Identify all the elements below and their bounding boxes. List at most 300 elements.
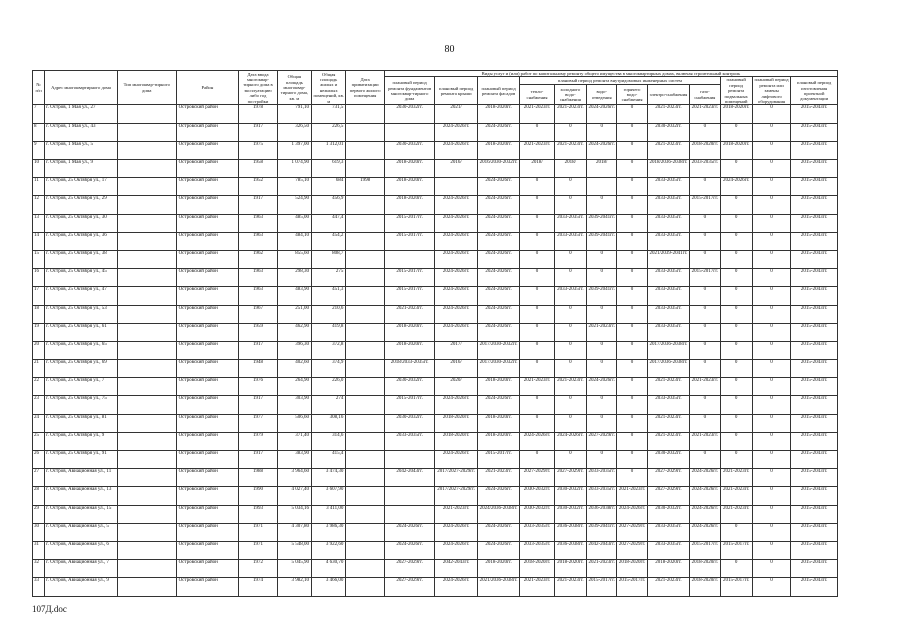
cell-c4: 0	[520, 323, 554, 341]
cell-type	[117, 323, 176, 341]
cell-ta: 298,30	[277, 269, 311, 287]
cell-la: 419,8	[312, 323, 346, 341]
cell-priv	[346, 141, 384, 159]
cell-c11: 0	[752, 323, 790, 341]
cell-addr: г. Остров, 25 Октября ул., 61	[45, 323, 118, 341]
cell-n: 19	[33, 323, 45, 341]
cell-c12: 2015-2043гг.	[791, 578, 838, 596]
cell-c9: 2015-2017гг.	[690, 269, 720, 287]
cell-priv	[346, 451, 384, 469]
cell-c3: 2018-2020гг.	[477, 378, 519, 396]
cell-c11: 0	[752, 541, 790, 559]
cell-c2: 2024-2026гг.	[435, 287, 477, 305]
cell-c4: 0	[520, 287, 554, 305]
cell-type	[117, 178, 176, 196]
cell-c9: 2015-2017гг.	[690, 541, 720, 559]
cell-n: 15	[33, 250, 45, 268]
cell-type	[117, 196, 176, 214]
cell-c6: 2018/	[587, 160, 617, 178]
cell-dist: Островский район	[176, 323, 239, 341]
cell-c7: 0	[617, 232, 647, 250]
cell-ta: 506,60	[277, 414, 311, 432]
cell-ta: 484,10	[277, 232, 311, 250]
cell-c9: 2018-2020гг.	[690, 578, 720, 596]
cell-ta: 1 397,00	[277, 141, 311, 159]
cell-priv	[346, 487, 384, 505]
table-row	[33, 360, 838, 378]
cell-n: 27	[33, 469, 45, 487]
cell-c5: 2021-2023гг.	[554, 578, 586, 596]
cell-c2	[435, 178, 477, 196]
cell-c3: 2024-2026гг.	[477, 269, 519, 287]
cell-c1: 2018-2020гг.	[384, 196, 435, 214]
cell-c3: 2018-2020гг.	[477, 560, 519, 578]
cell-c5: 2036-2038гг.	[554, 541, 586, 559]
cell-c12: 2015-2043гг.	[791, 523, 838, 541]
cell-c5: 0	[554, 196, 586, 214]
cell-type	[117, 487, 176, 505]
cell-addr: г. Остров, 25 Октября ул., 75	[45, 396, 118, 414]
cell-la: 210,6	[312, 305, 346, 323]
cell-priv	[346, 123, 384, 141]
cell-c7: 0	[617, 287, 647, 305]
cell-la: 808,7	[312, 250, 346, 268]
cell-c4: 0	[520, 196, 554, 214]
cell-c9: 2024-2026гг.	[690, 469, 720, 487]
cell-c4: 2021-2023гг.	[520, 105, 554, 123]
cell-year: 1917	[239, 196, 277, 214]
header-district: Район	[176, 71, 239, 105]
cell-c10: 0	[720, 523, 752, 541]
cell-c2: 2017/2027-2029гг.	[435, 487, 477, 505]
cell-c12: 2015-2043гг.	[791, 305, 838, 323]
cell-c1: 2015-2017гг.	[384, 269, 435, 287]
cell-c10: 2015-2017гг.	[720, 541, 752, 559]
header-gas: газо-снабжения	[690, 85, 720, 105]
cell-c7: 0	[617, 105, 647, 123]
cell-c10: 2021-2023гг.	[720, 487, 752, 505]
cell-la: 415,4	[312, 451, 346, 469]
cell-c8: 2021-2023гг.	[647, 378, 689, 396]
cell-c4: 0	[520, 250, 554, 268]
cell-c9: 2021-2023гг.	[690, 432, 720, 450]
cell-la: 274	[312, 396, 346, 414]
cell-c3: 2024-2026гг.	[477, 178, 519, 196]
cell-type	[117, 469, 176, 487]
cell-c10: 2021-2023гг.	[720, 505, 752, 523]
cell-c6: 2015-2017гг.	[587, 578, 617, 596]
cell-dist: Островский район	[176, 232, 239, 250]
cell-la: 3 411,00	[312, 505, 346, 523]
cell-priv	[346, 214, 384, 232]
cell-c12: 2015-2043гг.	[791, 269, 838, 287]
header-elevator: плановый период ремонта или замены лифтового оборудования	[752, 77, 790, 105]
cell-addr: г. Остров, Авиационная ул., 5	[45, 523, 118, 541]
cell-c6	[587, 178, 617, 196]
cell-c9: 0	[690, 396, 720, 414]
cell-type	[117, 250, 176, 268]
header-address: Адрес многоквартирного дома	[45, 71, 118, 105]
cell-year: 1952	[239, 178, 277, 196]
cell-la: 3 922,60	[312, 541, 346, 559]
cell-c2: 2018-2020гг.	[435, 432, 477, 450]
cell-c1: 2018-2020гг.	[384, 160, 435, 178]
cell-la: 3 986,30	[312, 523, 346, 541]
cell-c6: 0	[587, 414, 617, 432]
cell-c12: 2015-2043гг.	[791, 105, 838, 123]
cell-n: 9	[33, 141, 45, 159]
cell-c4: 0	[520, 396, 554, 414]
header-design-docs: плановый период изготовления проектной документации	[791, 77, 838, 105]
cell-c5: 2030-2032гг.	[554, 505, 586, 523]
cell-c8: 2033-2035гг.	[647, 178, 689, 196]
capital-repair-table	[32, 70, 838, 597]
cell-c2: 2024-2026гг.	[435, 523, 477, 541]
cell-c8: 2017/2036-2038гг.	[647, 341, 689, 359]
header-year: Дата ввода многоквар-тирного дома в эксплуатацию либо год постройки	[239, 71, 277, 105]
cell-type	[117, 341, 176, 359]
cell-priv	[346, 341, 384, 359]
cell-c12: 2015-2043гг.	[791, 414, 838, 432]
cell-c6: 0	[587, 360, 617, 378]
header-total-area: Общая площадь многоквар-тирного дома, кв. м	[277, 71, 311, 105]
cell-c12: 2015-2043гг.	[791, 178, 838, 196]
cell-type	[117, 269, 176, 287]
cell-n: 33	[33, 578, 45, 596]
cell-c7: 0	[617, 214, 647, 232]
table-row	[33, 250, 838, 268]
cell-n: 7	[33, 105, 45, 123]
cell-c1: 2018/2033-2035гг.	[384, 360, 435, 378]
cell-c5: 0	[554, 269, 586, 287]
cell-c1: 2030-2032гг.	[384, 105, 435, 123]
cell-ta: 402,60	[277, 360, 311, 378]
header-type: Тип многоквар-тирного дома	[117, 71, 176, 105]
table-row	[33, 141, 838, 159]
cell-c3: 2018-2020гг.	[477, 141, 519, 159]
cell-c6: 2039-2041гг.	[587, 214, 617, 232]
cell-c2: 2024-2026гг.	[435, 323, 477, 341]
cell-c6: 2039-2041гг.	[587, 232, 617, 250]
cell-c9: 0	[690, 123, 720, 141]
cell-year: 1917	[239, 451, 277, 469]
cell-c3: 2024/2036-2038гг.	[477, 505, 519, 523]
cell-c2: 2024-2026гг.	[435, 269, 477, 287]
cell-c8: 2027-2029гг.	[647, 469, 689, 487]
cell-c3: 2024-2026гг.	[477, 523, 519, 541]
cell-ta: 485,00	[277, 214, 311, 232]
cell-c3: 2021-2023гг.	[477, 469, 519, 487]
cell-year: 1978	[239, 105, 277, 123]
cell-c10: 2024-2026гг.	[720, 178, 752, 196]
cell-addr: г. Остров, Авиационная ул., 9	[45, 578, 118, 596]
cell-dist: Островский район	[176, 378, 239, 396]
cell-priv	[346, 378, 384, 396]
cell-c9: 2018-2020гг.	[690, 141, 720, 159]
table-row	[33, 160, 838, 178]
cell-dist: Островский район	[176, 578, 239, 596]
cell-addr: г. Остров, 25 Октября ул., 65	[45, 341, 118, 359]
cell-n: 32	[33, 560, 45, 578]
cell-ta: 3 982,10	[277, 578, 311, 596]
cell-c7: 0	[617, 123, 647, 141]
cell-dist: Островский район	[176, 214, 239, 232]
cell-priv	[346, 432, 384, 450]
cell-type	[117, 232, 176, 250]
cell-ta: 483,90	[277, 287, 311, 305]
cell-c3: 2024-2026гг.	[477, 305, 519, 323]
page-number: 80	[444, 44, 455, 55]
cell-c7: 2024-2026гг.	[617, 505, 647, 523]
cell-c10: 0	[720, 341, 752, 359]
cell-ta: 1 074,90	[277, 160, 311, 178]
cell-dist: Островский район	[176, 432, 239, 450]
cell-c11: 0	[752, 360, 790, 378]
cell-c1: 2024-2026гг.	[384, 541, 435, 559]
cell-c10: 0	[720, 378, 752, 396]
table-row	[33, 469, 838, 487]
cell-n: 17	[33, 287, 45, 305]
cell-c3: 2017/2030-2032гг.	[477, 360, 519, 378]
cell-n: 30	[33, 523, 45, 541]
cell-year: 1971	[239, 523, 277, 541]
cell-c9: 0	[690, 232, 720, 250]
cell-priv	[346, 250, 384, 268]
cell-priv	[346, 105, 384, 123]
cell-c12: 2015-2043гг.	[791, 432, 838, 450]
cell-c8: 2021-2023гг.	[647, 414, 689, 432]
cell-c11: 0	[752, 178, 790, 196]
cell-c6: 0	[587, 341, 617, 359]
cell-c8: 2021-2023гг.	[647, 578, 689, 596]
cell-c5: 0	[554, 396, 586, 414]
cell-c10: 0	[720, 305, 752, 323]
cell-type	[117, 360, 176, 378]
cell-c7: 0	[617, 432, 647, 450]
cell-year: 1993	[239, 505, 277, 523]
cell-c8: 2021-2023гг.	[647, 432, 689, 450]
cell-n: 24	[33, 414, 45, 432]
cell-addr: г. Остров, 25 Октября ул., 9	[45, 432, 118, 450]
cell-year: 1976	[239, 378, 277, 396]
cell-ta: 303,90	[277, 396, 311, 414]
cell-c11: 0	[752, 141, 790, 159]
cell-c4: 0	[520, 414, 554, 432]
cell-c8: 2033-2035гг.	[647, 214, 689, 232]
cell-dist: Островский район	[176, 505, 239, 523]
cell-c9: 0	[690, 451, 720, 469]
cell-c10: 0	[720, 250, 752, 268]
cell-c11: 0	[752, 160, 790, 178]
cell-c1: 2042-2043гг.	[384, 469, 435, 487]
cell-c10: 0	[720, 432, 752, 450]
cell-c5: 2030-2032гг.	[554, 487, 586, 505]
cell-addr: г. Остров, 1 Мая ул., 27	[45, 105, 118, 123]
cell-c1	[384, 123, 435, 141]
cell-c4: 2024-2026гг.	[520, 432, 554, 450]
cell-year: 1963	[239, 214, 277, 232]
cell-c5: 2033-2035гг.	[554, 214, 586, 232]
cell-c11: 0	[752, 269, 790, 287]
cell-c9: 2018-2020гг.	[690, 560, 720, 578]
cell-c9: 2021-2023гг.	[690, 105, 720, 123]
cell-type	[117, 160, 176, 178]
cell-c10: 2018-2020гг.	[720, 141, 752, 159]
cell-c3: 2024-2026гг.	[477, 323, 519, 341]
cell-c7: 0	[617, 360, 647, 378]
cell-priv	[346, 523, 384, 541]
cell-priv	[346, 505, 384, 523]
cell-c7: 2015-2017гг.	[617, 578, 647, 596]
cell-c7: 2021-2023гг.	[617, 487, 647, 505]
table-row	[33, 414, 838, 432]
cell-year: 1963	[239, 232, 277, 250]
cell-addr: г. Остров, 25 Октября ул., 81	[45, 414, 118, 432]
cell-year: 1979	[239, 432, 277, 450]
cell-c9: 0	[690, 178, 720, 196]
cell-ta: 4 027,40	[277, 487, 311, 505]
cell-c3: 2018-2020гг.	[477, 105, 519, 123]
cell-c7: 0	[617, 250, 647, 268]
cell-c1: 2018-2020гг.	[384, 178, 435, 196]
cell-la: 372,8	[312, 341, 346, 359]
cell-priv	[346, 287, 384, 305]
cell-c4: 2030-2032гг.	[520, 505, 554, 523]
cell-c9: 2024-2026гг.	[690, 505, 720, 523]
cell-la: 275	[312, 269, 346, 287]
cell-type	[117, 560, 176, 578]
cell-type	[117, 105, 176, 123]
cell-addr: г. Остров, 25 Октября ул., 45	[45, 269, 118, 287]
cell-c11: 0	[752, 505, 790, 523]
cell-ta: 5 045,90	[277, 560, 311, 578]
cell-c2: 2016/	[435, 360, 477, 378]
cell-year: 1948	[239, 360, 277, 378]
cell-ta: 264,90	[277, 378, 311, 396]
cell-addr: г. Остров, 1 Мая ул., 9	[45, 160, 118, 178]
table-row	[33, 560, 838, 578]
cell-c5: 2033-2035гг.	[554, 287, 586, 305]
cell-addr: г. Остров, 25 Октября ул., 47	[45, 287, 118, 305]
cell-c6: 0	[587, 250, 617, 268]
cell-type	[117, 432, 176, 450]
cell-c1	[384, 505, 435, 523]
cell-dist: Островский район	[176, 141, 239, 159]
cell-c8: 2033-2035гг.	[647, 287, 689, 305]
cell-priv	[346, 414, 384, 432]
cell-c7: 0	[617, 451, 647, 469]
cell-c1: 2024-2026гг.	[384, 523, 435, 541]
cell-c4: 2018-2020гг.	[520, 560, 554, 578]
header-num: № п/п	[33, 71, 45, 105]
cell-c4: 0	[520, 360, 554, 378]
cell-c8: 2033-2035гг.	[647, 396, 689, 414]
cell-c9: 0	[690, 414, 720, 432]
cell-c4: 0	[520, 178, 554, 196]
cell-c5: 0	[554, 451, 586, 469]
cell-c8: 2033-2035гг.	[647, 196, 689, 214]
cell-dist: Островский район	[176, 178, 239, 196]
cell-c7: 0	[617, 141, 647, 159]
header-hot-water: горячего водо-снабжения	[617, 85, 647, 105]
cell-c4: 0	[520, 305, 554, 323]
cell-dist: Островский район	[176, 250, 239, 268]
cell-c2: 2024-2026гг.	[435, 305, 477, 323]
cell-c10: 2018-2020гг.	[720, 105, 752, 123]
cell-c1: 2018-2020гг.	[384, 341, 435, 359]
cell-type	[117, 214, 176, 232]
cell-c2: 2024-2026гг.	[435, 578, 477, 596]
cell-c6: 2039-2041гг.	[587, 523, 617, 541]
cell-type	[117, 451, 176, 469]
cell-priv	[346, 196, 384, 214]
cell-type	[117, 523, 176, 541]
cell-c2: 2017/	[435, 341, 477, 359]
cell-c11: 0	[752, 105, 790, 123]
table-row	[33, 487, 838, 505]
cell-c5: 0	[554, 360, 586, 378]
cell-c5: 2021-2023гг.	[554, 141, 586, 159]
cell-dist: Островский район	[176, 269, 239, 287]
cell-c10: 0	[720, 396, 752, 414]
cell-c12: 2015-2043гг.	[791, 360, 838, 378]
cell-c8: 2033-2035гг.	[647, 269, 689, 287]
header-works-group: Виды услуг и (или) работ по капитальному ремонту общего имущества в многоквартирных домах, включая строительный контроль	[384, 71, 837, 77]
cell-priv	[346, 323, 384, 341]
cell-priv	[346, 305, 384, 323]
cell-c3: 2024-2026гг.	[477, 123, 519, 141]
cell-ta: 524,90	[277, 196, 311, 214]
cell-priv	[346, 160, 384, 178]
cell-c6: 2042-2043гг.	[587, 541, 617, 559]
cell-type	[117, 396, 176, 414]
cell-c10: 2015-2017гг.	[720, 578, 752, 596]
cell-c7: 2027-2029гг.	[617, 541, 647, 559]
table-row	[33, 505, 838, 523]
cell-c2: 2016/	[435, 160, 477, 178]
cell-ta: 462,90	[277, 323, 311, 341]
cell-c9: 2024-2026гг.	[690, 523, 720, 541]
cell-c3: 2024-2026гг.	[477, 250, 519, 268]
cell-c1: 2033-2035гг.	[384, 432, 435, 450]
cell-c9: 0	[690, 214, 720, 232]
cell-c11: 0	[752, 523, 790, 541]
cell-dist: Островский район	[176, 414, 239, 432]
cell-c1: 2027-2029гг.	[384, 560, 435, 578]
cell-c3: 2018-2020гг.	[477, 414, 519, 432]
cell-c1: 2015-2017гг.	[384, 232, 435, 250]
table-row	[33, 323, 838, 341]
cell-c4: 0	[520, 123, 554, 141]
cell-la: 308,16	[312, 414, 346, 432]
cell-c4: 2027-2029гг.	[520, 469, 554, 487]
cell-dist: Островский район	[176, 360, 239, 378]
cell-priv	[346, 360, 384, 378]
cell-c6: 0	[587, 451, 617, 469]
cell-c5: 2033-2035гг.	[554, 232, 586, 250]
cell-c5: 2018/	[554, 160, 586, 178]
cell-priv	[346, 269, 384, 287]
cell-c6: 0	[587, 269, 617, 287]
cell-addr: г. Остров, 25 Октября ул., 91	[45, 451, 118, 469]
cell-c11: 0	[752, 414, 790, 432]
cell-c5: 0	[554, 250, 586, 268]
cell-c8: 2030-2032гг.	[647, 505, 689, 523]
cell-c11: 0	[752, 341, 790, 359]
header-basement: плановый период ремонта подвальных помещений	[720, 77, 752, 105]
cell-addr: г. Остров, 25 Октября ул., 7	[45, 378, 118, 396]
cell-c7: 0	[617, 160, 647, 178]
